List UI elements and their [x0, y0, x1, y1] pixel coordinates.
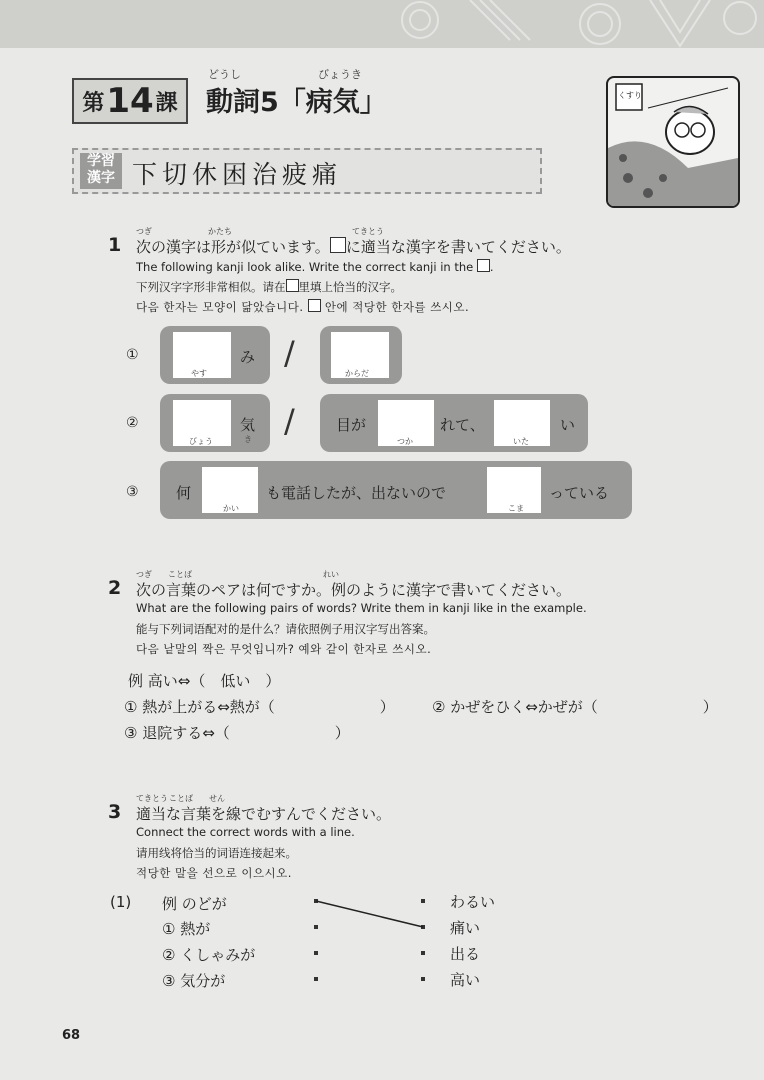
q1-item2-tail: い [560, 416, 576, 434]
q3-instruction: 適当な言葉を線でむすんでください。 [136, 805, 392, 823]
q1-ruby-tsugi: つぎ [136, 227, 152, 236]
ruby-doushi: どうし [208, 68, 241, 81]
q2-item2: ② かぜをひく⇔かぜが（ ） [432, 698, 718, 716]
q1-instruction-suffix: に適当な漢字を書いてください。 [345, 238, 571, 256]
decorative-pattern [380, 0, 764, 48]
q1-ruby-tekitou: てきとう [352, 227, 384, 236]
q1-english-suffix: . [489, 260, 494, 274]
left-dot[interactable] [314, 977, 318, 981]
q3-ruby-sen: せん [209, 794, 225, 803]
q3-left-item: ② くしゃみが [162, 946, 256, 964]
q2-english: What are the following pairs of words? Write them in kanji like in the example. [136, 601, 587, 615]
q3-left-item: ③ 気分が [162, 972, 226, 990]
lesson-suffix: 課 [155, 90, 178, 116]
reading-tsuka: つか [397, 437, 413, 446]
ruby-byouki: びょうき [318, 68, 362, 81]
page-number: 68 [62, 1028, 81, 1043]
reading-ki: き [244, 435, 252, 444]
q3-korean: 적당한 말을 선으로 이으시오. [136, 866, 292, 880]
q1-korean-suffix: 안에 적당한 한자를 쓰시오. [324, 300, 470, 314]
q1-item1-tail: み [240, 348, 256, 366]
lesson-number: 14 [106, 81, 154, 121]
q1-number: 1 [108, 234, 122, 256]
lesson-number-box [72, 78, 188, 124]
q3-right-item: 出る [450, 945, 481, 963]
lesson-title: 動詞5「病気」 [206, 87, 387, 118]
q1-ruby-katachi: かたち [208, 227, 232, 236]
q2-korean: 다음 낱말의 짝은 무엇입니까? 예와 같이 한자로 쓰시오. [136, 642, 432, 656]
reading-yasu: やす [191, 369, 207, 378]
medicine-label: くすり [618, 91, 642, 100]
q1-item3-tail: っている [549, 484, 610, 502]
left-dot[interactable] [314, 951, 318, 955]
q3-number: 3 [108, 801, 122, 823]
q1-english-prefix: The following kanji look alike. Write the correct kanji in the [136, 260, 474, 274]
q2-item3: ③ 退院する⇔（ ） [124, 724, 350, 742]
q2-ruby-kotoba: ことば [168, 570, 192, 579]
q2-instruction: 次の言葉のペアは何ですか。例のように漢字で書いてください。 [136, 581, 572, 599]
right-dot[interactable] [421, 951, 425, 955]
q2-chinese: 能与下列词语配对的是什么？请依照例子用汉字写出答案。 [136, 622, 435, 636]
q2-ruby-rei: れい [323, 570, 339, 579]
reading-karada: からだ [345, 369, 369, 378]
q1-item1-label: ① [126, 347, 139, 363]
reading-ita: いた [513, 437, 529, 446]
reading-byou: びょう [189, 437, 213, 446]
q3-left-item: 例 のどが [162, 895, 227, 913]
answer-box-icon [286, 279, 299, 292]
answer-box-icon [308, 299, 321, 312]
study-kanji-list: 下切休困治疲痛 [132, 160, 343, 189]
sick-person-in-bed-icon [606, 76, 740, 208]
q1-chinese [136, 279, 402, 295]
q1-item3-middle: も電話したが、出ないので [266, 484, 447, 502]
q1-instruction-prefix: 次の漢字は形が似ています。 [136, 238, 330, 256]
q1-item2-tail: 気 [240, 416, 256, 434]
q1-item3-prefix: 何 [176, 484, 192, 502]
slash-separator: / [284, 402, 295, 440]
q2-number: 2 [108, 577, 122, 599]
slash-separator: / [284, 334, 295, 372]
q3-right-item: わるい [450, 893, 496, 911]
q3-right-item: 高い [450, 971, 481, 989]
q1-korean [136, 299, 469, 315]
study-label-line2: 漢字 [87, 170, 115, 186]
q1-english [136, 259, 494, 274]
study-label-line1: 学習 [87, 153, 115, 169]
q2-item1: ① 熱が上がる⇔熱が（ ） [124, 698, 395, 716]
q2-ruby-tsugi: つぎ [136, 570, 152, 579]
lesson-prefix: 第 [82, 90, 105, 116]
q1-instruction [136, 236, 571, 257]
example-connection-line [310, 895, 430, 935]
study-kanji-label [80, 153, 122, 189]
q2-example: 例 高い⇔（ 低い ） [128, 672, 281, 690]
q1-korean-prefix: 다음 한자는 모양이 닮았습니다. [136, 300, 304, 314]
q3-chinese: 请用线将恰当的词语连接起来。 [136, 846, 297, 860]
reading-koma: こま [508, 504, 524, 513]
q3-ruby-kotoba: ことば [169, 794, 193, 803]
q1-item2-prefix: 目が [336, 416, 367, 434]
q1-chinese-suffix: 里填上恰当的汉字。 [298, 280, 402, 294]
q3-left-item: ① 熱が [162, 920, 211, 938]
q1-item2-middle: れて、 [440, 416, 485, 434]
q3-english: Connect the correct words with a line. [136, 825, 355, 839]
q1-item2-label: ② [126, 415, 139, 431]
q3-group-label: (1) [110, 893, 132, 911]
q3-right-item: 痛い [450, 919, 481, 937]
answer-box-icon [477, 259, 490, 272]
right-dot[interactable] [421, 977, 425, 981]
answer-box-icon [330, 237, 346, 253]
q1-item3-label: ③ [126, 484, 139, 500]
q3-ruby-tekitou: てきとう [136, 794, 168, 803]
reading-kai: かい [223, 504, 239, 513]
q1-chinese-prefix: 下列汉字字形非常相似。请在 [136, 280, 286, 294]
